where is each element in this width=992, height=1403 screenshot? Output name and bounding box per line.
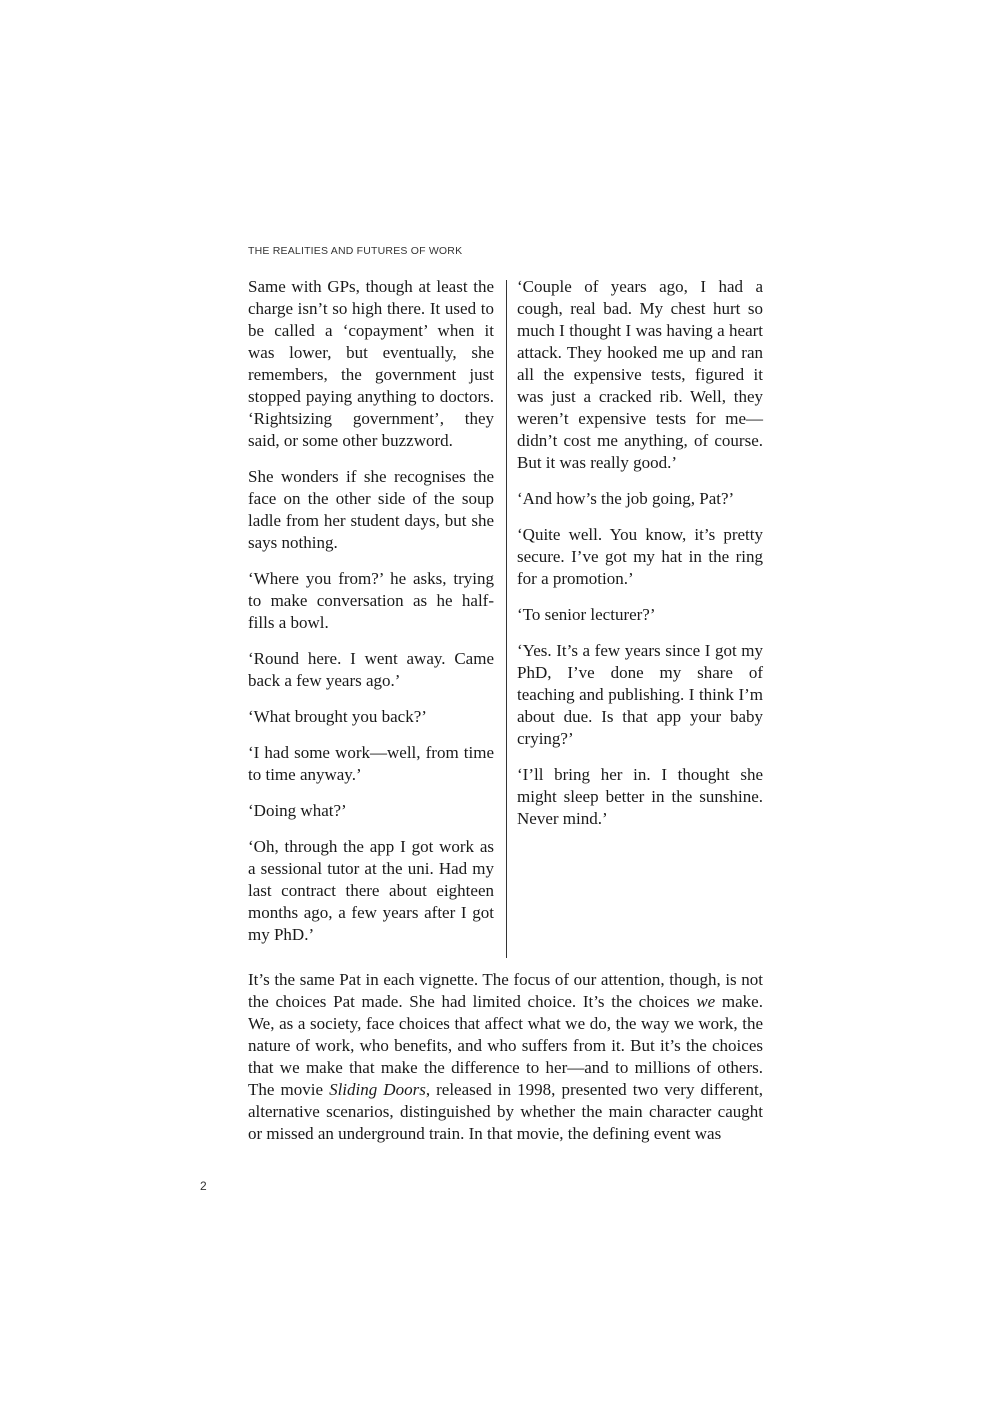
right-column [517,276,763,844]
page-number: 2 [200,1179,207,1193]
left-paragraph-6: ‘I had some work—well, from time to time anyway.’ [248,743,494,784]
left-column [248,276,494,960]
body-text-segment: make. We, as a society, face choices that affect what we do, the way we work, the nature of work, who benefits, and who suffers from it. But it’s the choices that we make that make the difference to her—and to millions of others. The movie [248,992,763,1099]
right-paragraph-1: ‘Couple of years ago, I had a cough, real bad. My chest hurt so much I thought I was having a heart attack. They hooked me up and ran all the expensive tests, figured it was just a cracked rib. Well, they weren’t expensive tests for me—didn’t cost me anything, of course. But it was really good.’ [517,277,763,472]
right-paragraph-3: ‘Quite well. You know, it’s pretty secure. I’ve got my hat in the ring for a promotion.’ [517,525,763,588]
left-paragraph-5: ‘What brought you back?’ [248,707,427,726]
left-paragraph-3: ‘Where you from?’ he asks, trying to make conversation as he half-fills a bowl. [248,569,494,632]
left-paragraph-8: ‘Oh, through the app I got work as a sessional tutor at the uni. Had my last contract there about eighteen months ago, a few years after I got my PhD.’ [248,837,494,944]
right-paragraph-4: ‘To senior lecturer?’ [517,605,656,624]
body-text-segment: It’s the same Pat in each vignette. The focus of our attention, though, is not the choices Pat made. She had limited choice. It’s the choices [248,970,763,1011]
body-paragraph [248,969,763,1145]
left-paragraph-1: Same with GPs, though at least the charge isn’t so high there. It used to be called a ‘copayment’ when it was lower, but eventually, she remembers, the government just stopped paying anything to doctors. ‘Rightsizing government’, they said, or some other buzzword. [248,277,494,450]
left-paragraph-4: ‘Round here. I went away. Came back a few years ago.’ [248,649,494,690]
emphasis-we: we [696,992,716,1011]
column-divider [506,280,507,958]
right-paragraph-6: ‘I’ll bring her in. I thought she might sleep better in the sunshine. Never mind.’ [517,765,763,828]
running-head: THE REALITIES AND FUTURES OF WORK [248,245,463,257]
right-paragraph-2: ‘And how’s the job going, Pat?’ [517,489,735,508]
left-paragraph-2: She wonders if she recognises the face on the other side of the soup ladle from her student days, but she says nothing. [248,467,494,552]
body-text-segment: , released in 1998, presented two very different, alternative scenarios, distinguished by whether the main character caught or missed an underground train. In that movie, the defining event was [248,1080,763,1143]
right-paragraph-5: ‘Yes. It’s a few years since I got my PhD, I’ve done my share of teaching and publishing. I think I’m about due. Is that app your baby crying?’ [517,641,763,748]
film-title: Sliding Doors [329,1080,426,1099]
left-paragraph-7: ‘Doing what?’ [248,801,347,820]
